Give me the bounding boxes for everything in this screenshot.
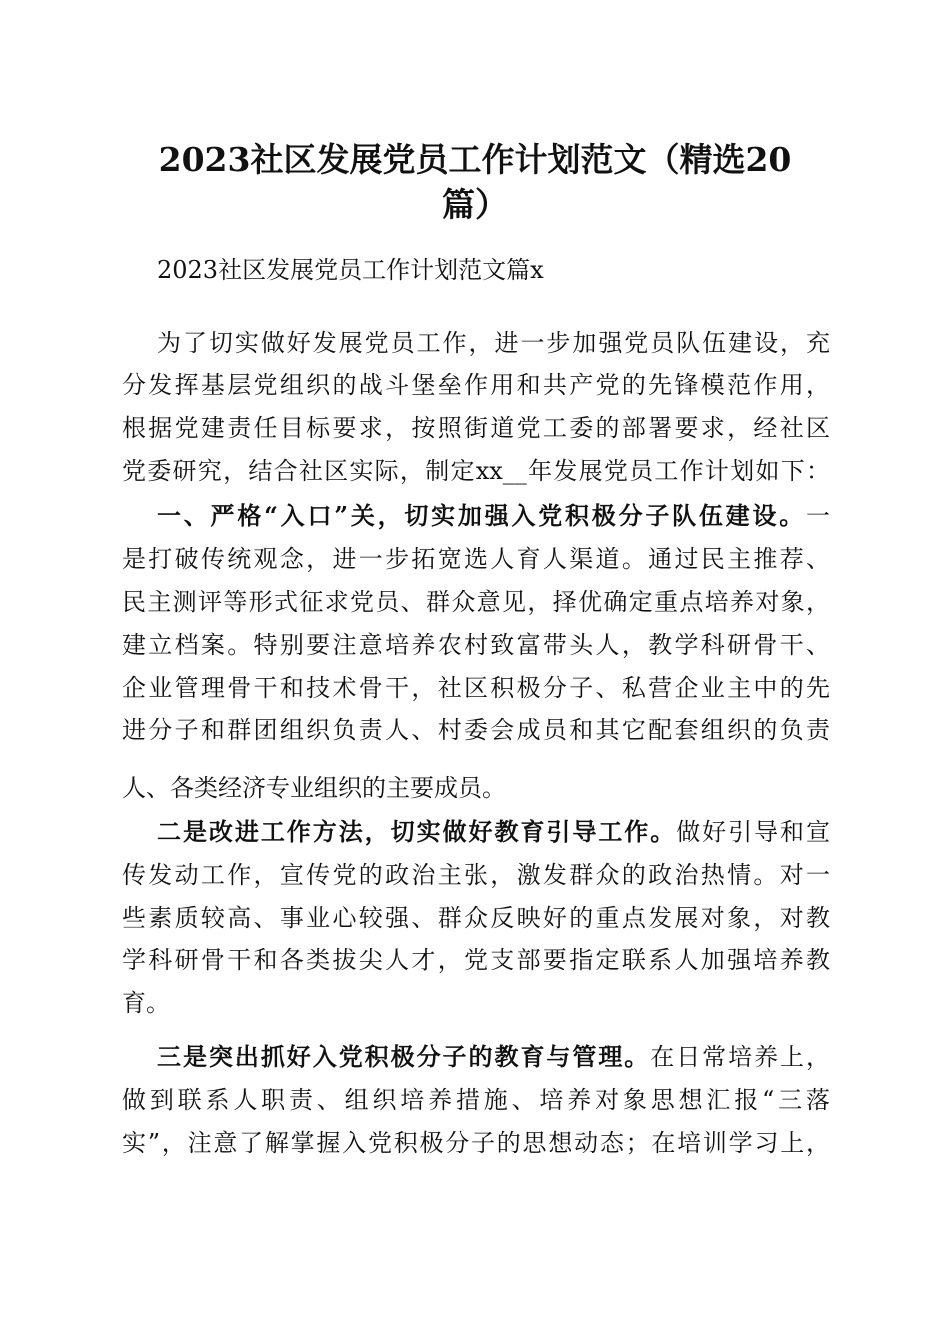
body-text: 党委研究，结合社区实际，制定xx__年发展党员工作计划如下：: [122, 457, 830, 485]
body-text: 企业管理骨干和技术骨干，社区积极分子、私营企业主中的先: [122, 674, 830, 702]
body-text: 进分子和群团组织负责人、村委会成员和其它配套组织的负责: [122, 716, 830, 744]
body-line: [122, 860, 830, 890]
body-line: [122, 988, 830, 1018]
section-subtitle: 2023社区发展党员工作计划范文篇x: [157, 256, 544, 284]
body-line: [157, 328, 830, 358]
body-line: [122, 413, 830, 443]
body-line: [122, 456, 830, 486]
body-text: 民主测评等形式征求党员、群众意见，择优确定重点培养对象，: [122, 588, 830, 616]
body-line: [122, 630, 830, 660]
body-text: 人、各类经济专业组织的主要成员。: [122, 774, 506, 802]
body-line: [157, 501, 830, 531]
document-title-line-1: 2023社区发展党员工作计划范文（精选20: [158, 140, 792, 179]
body-line: [122, 773, 830, 803]
body-text: 学科研骨干和各类拔尖人才，党支部要指定联系人加强培养教: [122, 946, 830, 974]
body-text: 为了切实做好发展党员工作，进一步加强党员队伍建设，充: [157, 329, 830, 357]
body-line: [157, 817, 830, 847]
body-text: 育。: [122, 989, 170, 1017]
body-text: 一: [806, 502, 830, 530]
body-text: 分发挥基层党组织的战斗堡垒作用和共产党的先锋模范作用，: [122, 371, 830, 399]
document-title-line-2: 篇）: [442, 185, 508, 224]
body-text: 在日常培养上，: [650, 1043, 831, 1071]
body-line: [122, 945, 830, 975]
bold-lead-text: 三是突出抓好入党积极分子的教育与管理。: [157, 1042, 651, 1071]
body-line: [157, 1042, 830, 1072]
body-text: 根据党建责任目标要求，按照街道党工委的部署要求，经社区: [122, 414, 830, 442]
body-line: [122, 1128, 830, 1158]
body-text: 是打破传统观念，进一步拓宽选人育人渠道。通过民主推荐、: [122, 545, 830, 573]
body-line: [122, 1085, 830, 1115]
body-line: [122, 715, 830, 745]
body-line: [122, 587, 830, 617]
body-text: 建立档案。特别要注意培养农村致富带头人，教学科研骨干、: [122, 631, 830, 659]
bold-lead-text: 二是改进工作方法，切实做好教育引导工作。: [157, 817, 677, 846]
body-line: [122, 544, 830, 574]
body-text: 传发动工作，宣传党的政治主张，激发群众的政治热情。对一: [122, 861, 830, 889]
body-line: [122, 673, 830, 703]
body-text: 做好引导和宣: [676, 818, 831, 846]
body-text: 些素质较高、事业心较强、群众反映好的重点发展对象，对教: [122, 904, 830, 932]
body-text: 实”，注意了解掌握入党积极分子的思想动态；在培训学习上，: [122, 1129, 830, 1157]
body-text: 做到联系人职责、组织培养措施、培养对象思想汇报“三落: [122, 1086, 830, 1114]
body-line: [122, 370, 830, 400]
body-line: [122, 903, 830, 933]
bold-lead-text: 一、严格“入口”关，切实加强入党积极分子队伍建设。: [157, 501, 806, 530]
